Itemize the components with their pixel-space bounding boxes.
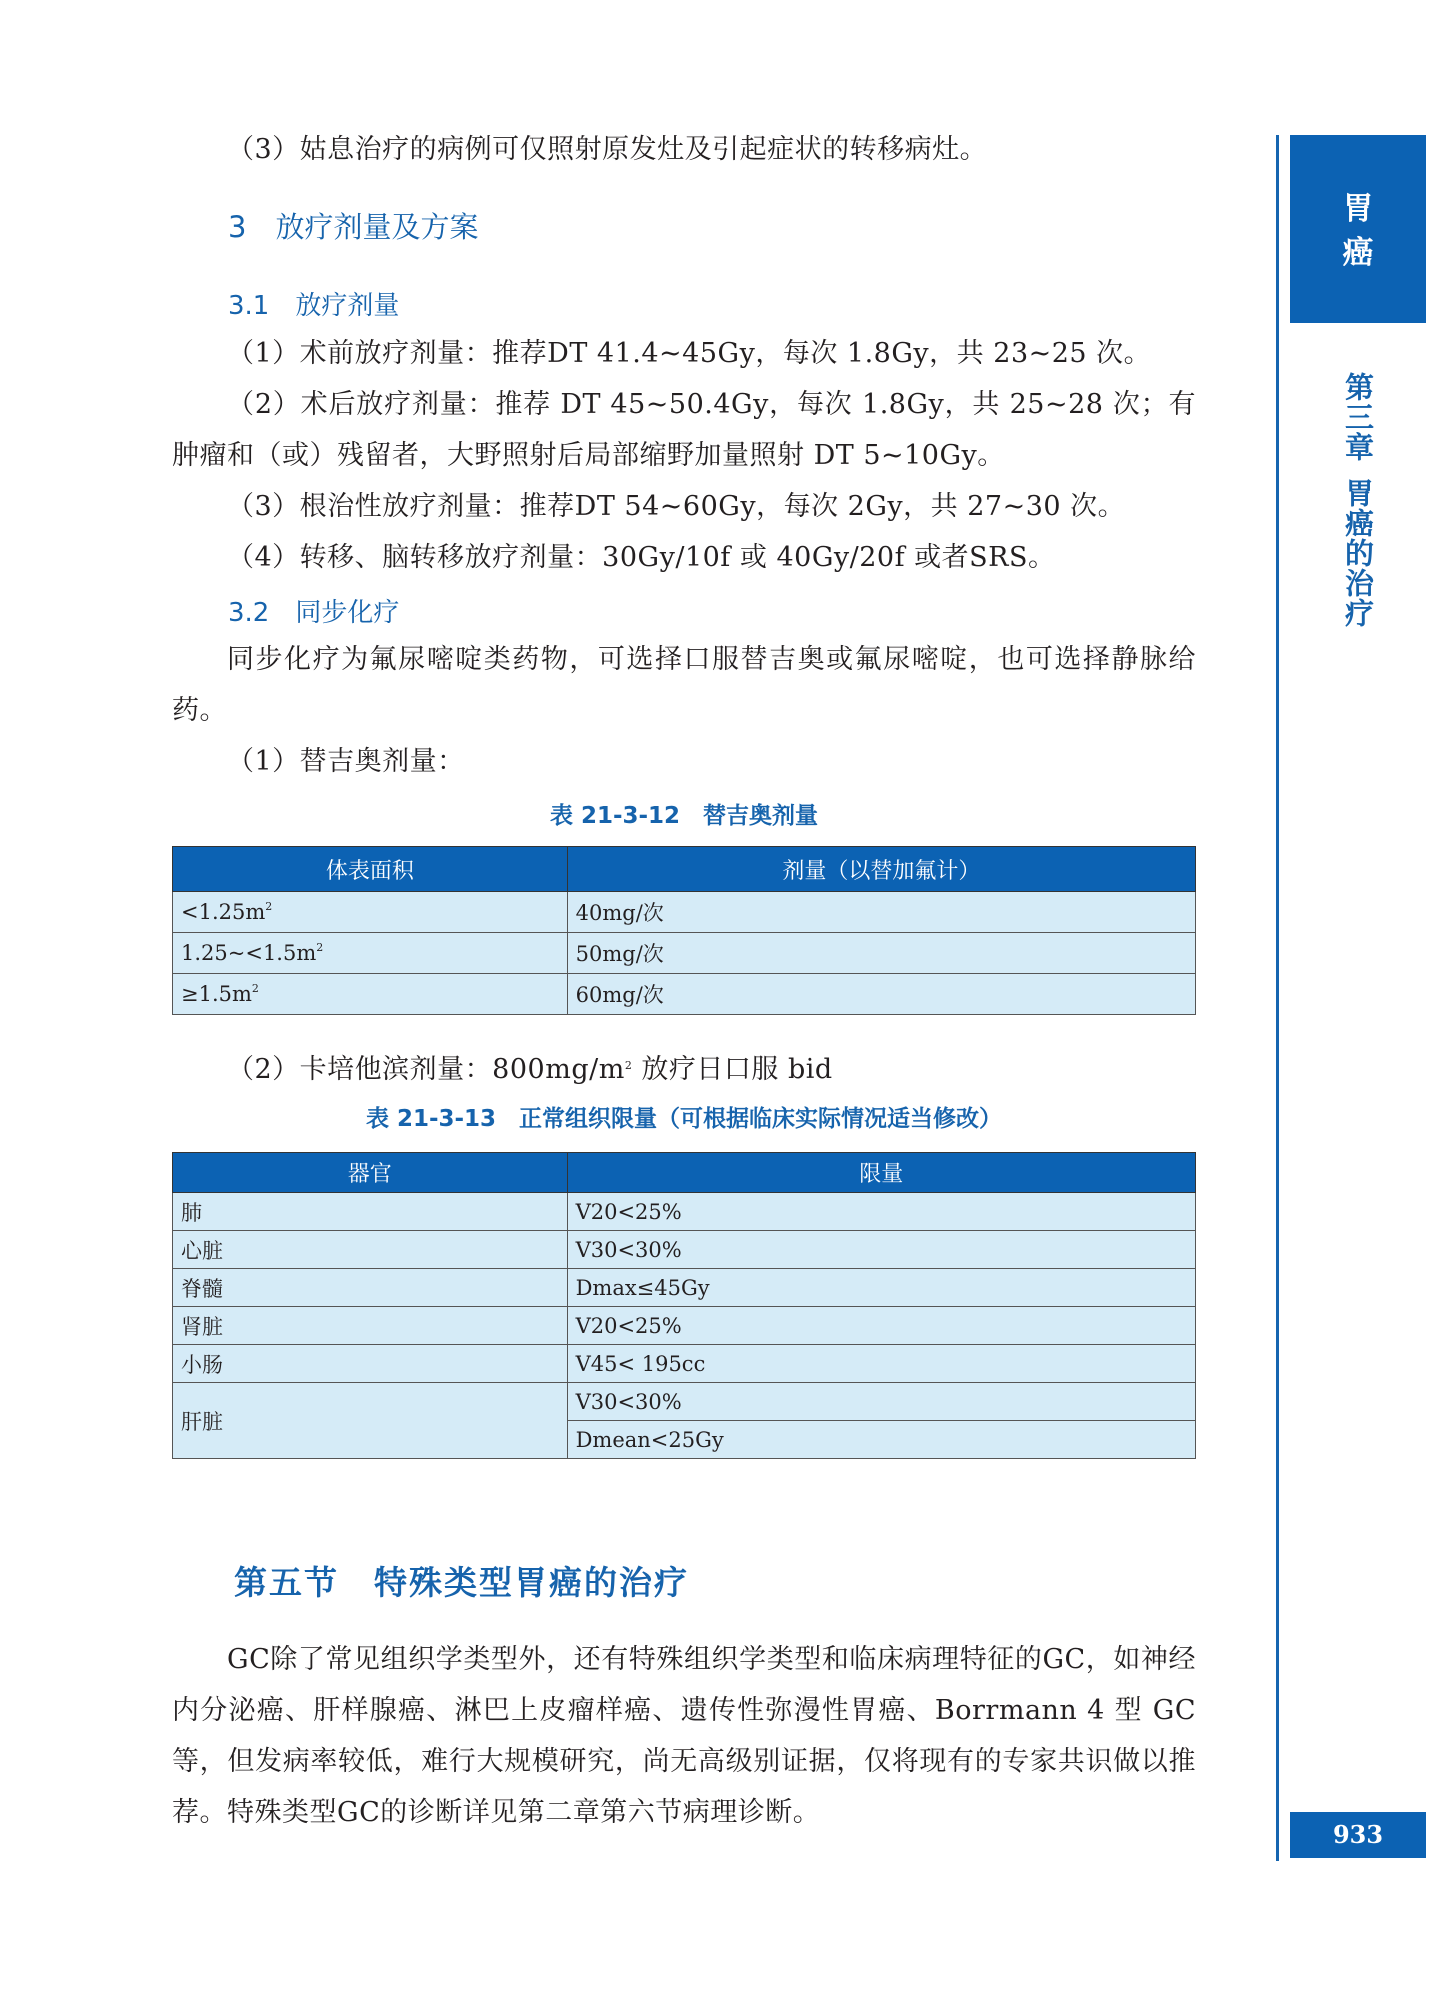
paragraph-radical-dose: （3）根治性放疗剂量：推荐DT 54~60Gy，每次 2Gy，共 27~30 次。 xyxy=(227,491,1126,522)
cell-limit: V20<25% xyxy=(567,1307,1195,1345)
cell-dose: 40mg/次 xyxy=(567,892,1195,933)
header-dose: 剂量（以替加氟计） xyxy=(567,847,1195,892)
header-organ: 器官 xyxy=(173,1153,568,1193)
table-row xyxy=(173,1307,1196,1345)
table-row xyxy=(173,1345,1196,1383)
cell-dose: 50mg/次 xyxy=(567,933,1195,974)
section-title: 第五节 特殊类型胃癌的治疗 xyxy=(234,1563,689,1602)
cell-area: $1.25\sim<1.5m^2$ xyxy=(173,933,568,974)
paragraph-metastasis-dose: （4）转移、脑转移放疗剂量：30Gy/10f 或 40Gy/20f 或者SRS。 xyxy=(227,542,1056,573)
table-row xyxy=(173,1383,1196,1421)
header-body-surface-area: 体表面积 xyxy=(173,847,568,892)
table-header-row xyxy=(173,847,1196,892)
table2-title: 表 21-3-13 正常组织限量（可根据临床实际情况适当修改） xyxy=(365,1106,1003,1132)
cell-limit: V30<30% xyxy=(567,1383,1195,1421)
heading-concurrent-chemo: 3.2 同步化疗 xyxy=(228,598,400,628)
paragraph-postop-dose: （2）术后放疗剂量：推荐 DT 45~50.4Gy，每次 1.8Gy，共 25~28 次；有肿瘤和（或）残留者，大野照射后局部缩野加量照射 DT 5~10Gy。 xyxy=(172,389,1196,471)
paragraph-capecitabine-dose: （2）卡培他滨剂量：$800mg/m^2$ 放疗日口服 bid xyxy=(227,1054,833,1085)
table-row xyxy=(173,933,1196,974)
cell-limit: V20<25% xyxy=(567,1193,1195,1231)
cell-area: $\ge 1.5m^2$ xyxy=(173,974,568,1015)
chapter-tab-text-2: 癌 xyxy=(1342,235,1374,271)
chapter-number-vertical: 第三章 xyxy=(1341,372,1375,462)
table-row xyxy=(173,1193,1196,1231)
header-limit: 限量 xyxy=(567,1153,1195,1193)
paragraph-tegafur-dose: （1）替吉奥剂量： xyxy=(227,746,465,777)
cell-limit: Dmean<25Gy xyxy=(567,1421,1195,1459)
cell-limit: V30<30% xyxy=(567,1231,1195,1269)
chapter-title-vertical: 胃癌的治疗 xyxy=(1341,478,1375,628)
cell-organ: 肾脏 xyxy=(173,1307,568,1345)
cell-organ: 心脏 xyxy=(173,1231,568,1269)
cell-limit: V45< 195cc xyxy=(567,1345,1195,1383)
table1-title: 表 21-3-12 替吉奥剂量 xyxy=(549,803,819,829)
chapter-tab-text-1: 胃 xyxy=(1342,191,1374,227)
cell-organ: 小肠 xyxy=(173,1345,568,1383)
cell-organ: 肺 xyxy=(173,1193,568,1231)
cell-organ: 肝脏 xyxy=(173,1383,568,1459)
normal-tissue-limit-table xyxy=(172,1152,1196,1459)
table-header-row xyxy=(173,1153,1196,1193)
heading-dose-and-plan: 3 放疗剂量及方案 xyxy=(228,210,479,244)
table-row xyxy=(173,974,1196,1015)
table-row xyxy=(173,1269,1196,1307)
chapter-tab xyxy=(1290,135,1426,323)
tegafur-dose-table xyxy=(172,846,1196,1015)
cell-organ: 脊髓 xyxy=(173,1269,568,1307)
table-row xyxy=(173,1231,1196,1269)
paragraph-palliative: （3）姑息治疗的病例可仅照射原发灶及引起症状的转移病灶。 xyxy=(227,134,988,165)
table-row xyxy=(173,892,1196,933)
heading-radiation-dose: 3.1 放疗剂量 xyxy=(228,291,400,321)
sidebar-divider-line xyxy=(1276,135,1279,1861)
paragraph-special-types: GC除了常见组织学类型外，还有特殊组织学类型和临床病理特征的GC，如神经内分泌癌、肝样腺癌、淋巴上皮瘤样癌、遗传性弥漫性胃癌、Borrmann 4 型 GC 等，但发病率较低，难行大规模研究，尚无高级别证据，仅将现有的专家共识做以推荐。特殊类型GC的诊断详见第二章第六节病理诊断。 xyxy=(172,1644,1196,1828)
cell-dose: 60mg/次 xyxy=(567,974,1195,1015)
paragraph-concurrent-chemo: 同步化疗为氟尿嘧啶类药物，可选择口服替吉奥或氟尿嘧啶，也可选择静脉给药。 xyxy=(172,644,1196,726)
cell-limit: Dmax≤45Gy xyxy=(567,1269,1195,1307)
cell-area: $<1.25m^2$ xyxy=(173,892,568,933)
page-number: 933 xyxy=(1290,1812,1426,1858)
paragraph-preop-dose: （1）术前放疗剂量：推荐DT 41.4~45Gy，每次 1.8Gy，共 23~25 次。 xyxy=(227,338,1152,369)
